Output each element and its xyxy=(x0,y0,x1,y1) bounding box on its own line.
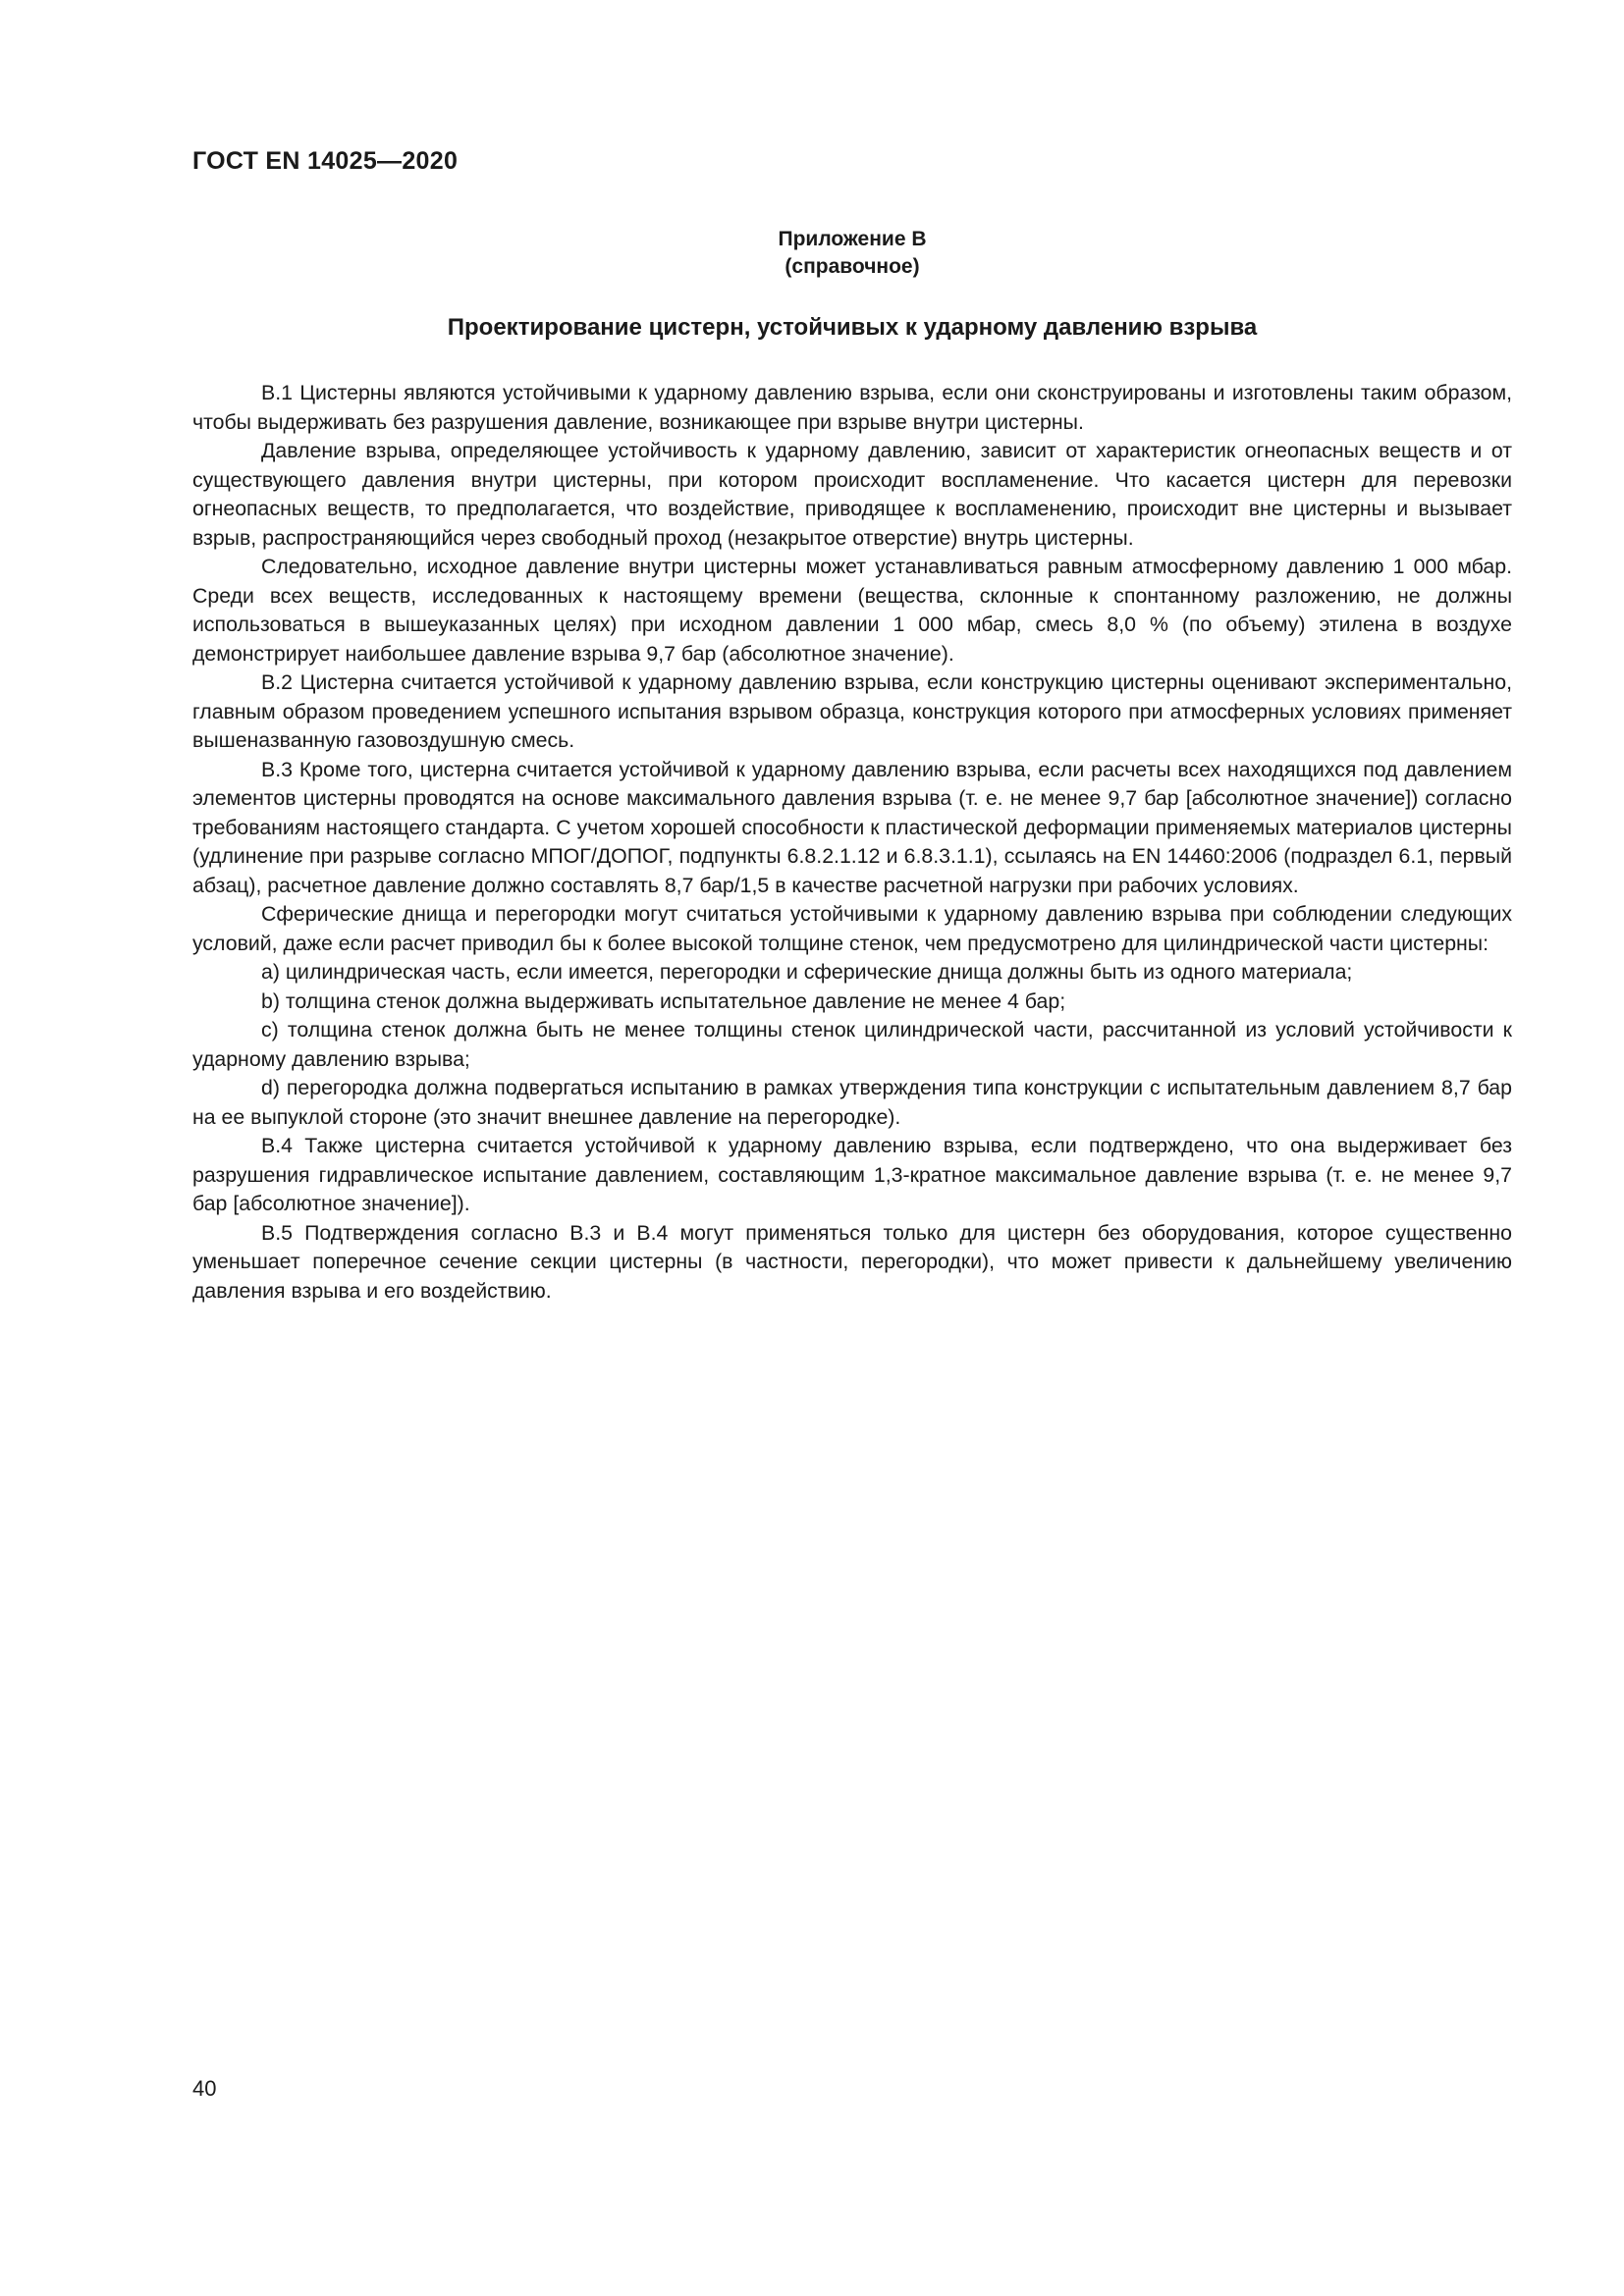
paragraph-explosion-pressure: Давление взрыва, определяющее устойчивость к ударному давлению, зависит от характеристик огнеопасных веществ и от существующего давления внутри цистерны, при котором происходит воспламенение. Что касается цистерн для перевозки огнеопасных веществ, то предполагается, что воздействие, приводящее к воспламенению, происходит вне цистерны и вызывает взрыв, распространяющийся через свободный проход (незакрытое отверстие) внутрь цистерны. xyxy=(192,439,1512,550)
paragraph-b3: В.3 Кроме того, цистерна считается устойчивой к ударному давлению взрыва, если расчеты всех находящихся под давлением элементов цистерны проводятся на основе максимального давления взрыва (т. е. не менее 9,7 бар [абсолютное значение]) согласно требованиям настоящего стандарта. С учетом хорошей способности к пластической деформации применяемых материалов цистерны (удлинение при разрыве согласно МПОГ/ДОПОГ, подпункты 6.8.2.1.12 и 6.8.3.1.1), ссылаясь на EN 14460:2006 (подраздел 6.1, первый абзац), расчетное давление должно составлять 8,7 бар/1,5 в качестве расчетной нагрузки при рабочих условиях. xyxy=(192,757,1512,897)
paragraph-b4: В.4 Также цистерна считается устойчивой к ударному давлению взрыва, если подтверждено, что она выдерживает без разрушения гидравлическое испытание давлением, составляющим 1,3-кратное максимальное давление взрыва (т. е. не менее 9,7 бар [абсолютное значение]). xyxy=(192,1134,1512,1215)
paragraph-b1: В.1 Цистерны являются устойчивыми к ударному давлению взрыва, если они сконструированы и изготовлены таким образом, чтобы выдерживать без разрушения давление, возникающее при взрыве внутри цистерны. xyxy=(192,381,1512,434)
paragraph-b5: В.5 Подтверждения согласно В.3 и В.4 могут применяться только для цистерн без оборудования, которое существенно уменьшает поперечное сечение секции цистерны (в частности, перегородки), что может привести к дальнейшему увеличению давления взрыва и его воздействию. xyxy=(192,1220,1512,1303)
list-item-b: b) толщина стенок должна выдерживать испытательное давление не менее 4 бар; xyxy=(261,988,1066,1013)
page-number: 40 xyxy=(192,2076,217,2101)
paragraph-b2: В.2 Цистерна считается устойчивой к ударному давлению взрыва, если конструкцию цистерны оценивают экспериментально, главным образом проведением успешного испытания взрывом образца, конструкция которого при атмосферных условиях применяет вышеназванную газовоздушную смесь. xyxy=(192,670,1512,752)
paragraph-initial-pressure: Следовательно, исходное давление внутри цистерны может устанавливаться равным атмосферному давлению 1 000 мбар. Среди всех веществ, исследованных к настоящему времени (вещества, склонные к спонтанному разложению, не должны использоваться в вышеуказанных целях) при исходном давлении 1 000 мбар, смесь 8,0 % (по объему) этилена в воздухе демонстрирует наибольшее давление взрыва 9,7 бар (абсолютное значение). xyxy=(192,555,1512,666)
paragraph-spherical-heads: Сферические днища и перегородки могут считаться устойчивыми к ударному давлению взрыва при соблюдении следующих условий, даже если расчет приводил бы к более высокой толщине стенок, чем предусмотрено для цилиндрической части цистерны: xyxy=(192,902,1512,955)
annex-title: Проектирование цистерн, устойчивых к ударному давлению взрыва xyxy=(447,314,1258,341)
list-item-c: c) толщина стенок должна быть не менее толщины стенок цилиндрической части, рассчитанной из условий устойчивости к ударному давлению взрыва; xyxy=(192,1018,1512,1071)
document-body xyxy=(192,379,1512,1306)
list-item-d: d) перегородка должна подвергаться испытанию в рамках утверждения типа конструкции с испытательным давлением 8,7 бар на ее выпуклой стороне (это значит внешнее давление на перегородке). xyxy=(192,1076,1512,1129)
document-code: ГОСТ EN 14025—2020 xyxy=(192,147,459,175)
list-item-a: а) цилиндрическая часть, если имеется, перегородки и сферические днища должны быть из одного материала; xyxy=(261,960,1353,984)
annex-heading xyxy=(192,226,1512,281)
annex-status: (справочное) xyxy=(785,255,920,278)
annex-label: Приложение В xyxy=(778,228,927,250)
